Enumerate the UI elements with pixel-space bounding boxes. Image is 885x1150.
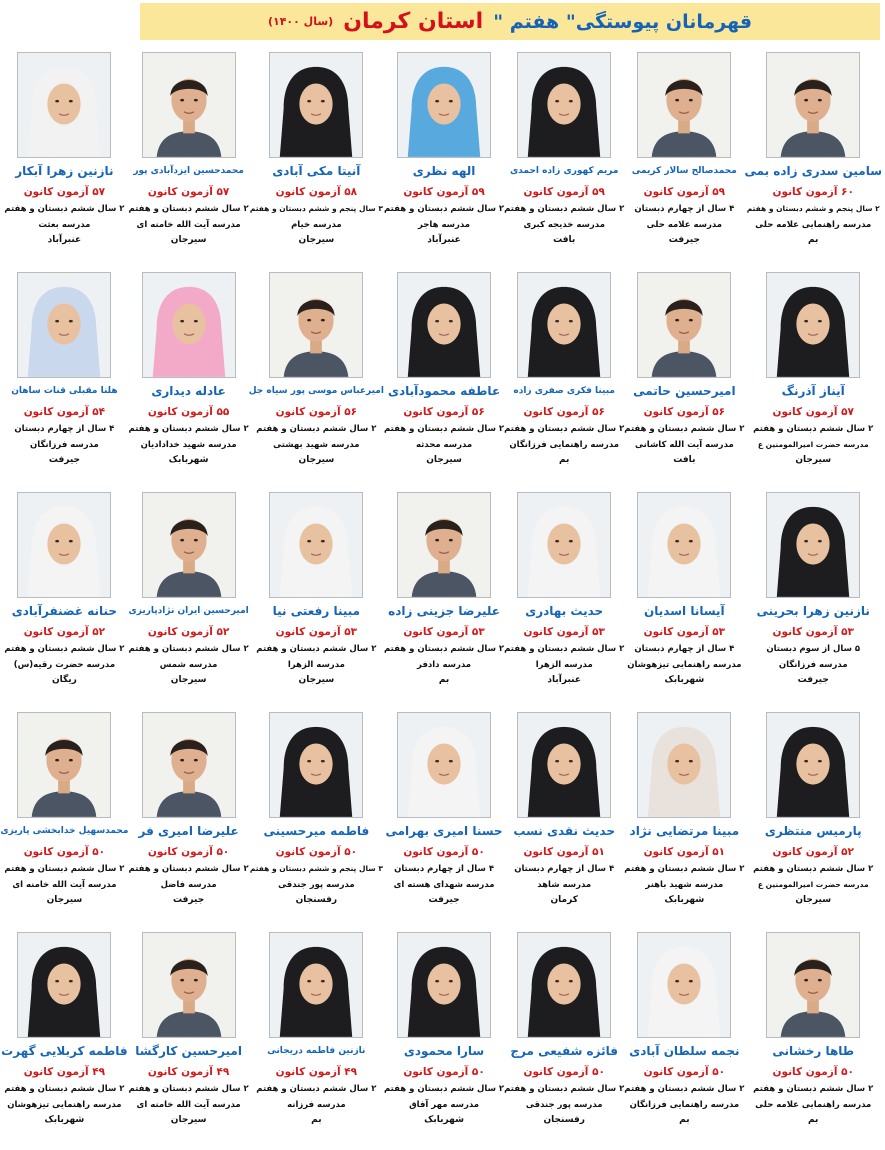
student-city: جیرفت <box>48 455 80 465</box>
student-score: ۴۹ آزمون کانون <box>275 1066 358 1078</box>
header-year: (سال ۱۴۰۰) <box>267 15 334 28</box>
student-photo <box>17 52 111 158</box>
student-school: مدرسه راهنمایی تیزهوشان <box>7 1100 122 1110</box>
student-city: بم <box>438 675 450 685</box>
student-city: عنبرآباد <box>547 675 581 685</box>
student-card <box>249 926 384 1146</box>
student-card <box>504 266 624 486</box>
student-score: ۴۹ آزمون کانون <box>147 1066 230 1078</box>
student-score: ۵۰ آزمون کانون <box>275 846 358 858</box>
student-name: مبینا رفعتی نیا <box>272 604 361 618</box>
student-name: الهه نظری <box>412 164 476 178</box>
student-name: امیرعباس موسی پور سیاه جل <box>248 386 384 396</box>
student-photo <box>517 932 611 1038</box>
student-city: سیرجان <box>170 1115 207 1125</box>
student-score: ۵۹ آزمون کانون <box>403 186 485 198</box>
student-name: آیسانا اسدیان <box>644 604 725 618</box>
student-grade: ۲ سال ششم دبستان و هفتم <box>504 644 625 654</box>
student-card <box>744 486 882 706</box>
student-card <box>384 486 504 706</box>
student-school: مدرسه الزهرا <box>535 660 593 670</box>
student-city: عنبرآباد <box>47 235 82 245</box>
student-grade: ۲ سال ششم دبستان و هفتم <box>383 644 505 654</box>
student-school: مدرسه حضرت امیرالمومنین ع <box>757 440 869 449</box>
student-grade: ۲ سال ششم دبستان و هفتم <box>4 644 125 654</box>
student-grade: ۲ سال ششم دبستان و هفتم <box>753 864 874 874</box>
header-title-main: استان کرمان <box>343 9 484 34</box>
student-school: مدرسه راهنمایی علامه حلی <box>755 1100 872 1110</box>
student-school: مدرسه آیت الله خامنه ای <box>136 1100 241 1110</box>
student-city: عنبرآباد <box>427 235 461 245</box>
student-grade: ۲ سال ششم دبستان و هفتم <box>383 424 505 434</box>
student-photo <box>766 492 860 598</box>
student-card <box>0 46 128 266</box>
student-photo <box>397 272 491 378</box>
student-score: ۵۳ آزمون کانون <box>403 626 485 638</box>
student-name: علیرضا جزینی زاده <box>388 604 500 618</box>
student-photo <box>517 52 611 158</box>
student-name: محمدحسین ایزدآبادی پور <box>133 166 244 176</box>
student-score: ۴۹ آزمون کانون <box>23 1066 106 1078</box>
student-grade: ۴ سال از چهارم دبستان <box>394 864 495 874</box>
student-score: ۵۴ آزمون کانون <box>23 406 106 418</box>
student-school: مدرسه راهنمایی فرزانگان <box>509 440 619 450</box>
student-grade: ۲ سال ششم دبستان و هفتم <box>753 424 874 434</box>
student-card <box>128 46 248 266</box>
student-photo <box>269 52 363 158</box>
student-city: سیرجان <box>426 455 462 465</box>
student-name: عادله دیداری <box>151 384 226 398</box>
student-name: طاها رخشانی <box>772 1044 855 1058</box>
student-score: ۵۶ آزمون کانون <box>403 406 485 418</box>
student-card <box>744 266 882 486</box>
student-school: مدرسه پور جندقی <box>278 880 355 890</box>
student-school: مدرسه محدثه <box>415 440 473 450</box>
student-photo <box>142 492 236 598</box>
student-score: ۵۵ آزمون کانون <box>147 406 230 418</box>
student-name: فاطمه کربلایی گهرت <box>1 1044 128 1058</box>
student-school: مدرسه آیت الله خامنه ای <box>12 880 117 890</box>
student-name: نازنین زهرا آبکار <box>15 164 114 178</box>
student-score: ۵۷ آزمون کانون <box>147 186 230 198</box>
student-card <box>624 706 744 926</box>
student-school: مدرسه دادفر <box>417 660 472 670</box>
student-grade: ۲ سال ششم دبستان و هفتم <box>504 424 625 434</box>
student-grade: ۲ سال ششم دبستان و هفتم <box>128 644 249 654</box>
student-card <box>504 926 624 1146</box>
student-school: مدرسه فرزانگان <box>778 660 848 670</box>
header-banner <box>140 3 880 40</box>
student-city: بافت <box>553 235 576 245</box>
student-name: مبینا فکری صفری زاده <box>513 386 615 396</box>
student-card <box>128 706 248 926</box>
student-city: سیرجان <box>795 455 832 465</box>
student-name: سامین سدری زاده بمی <box>744 164 882 178</box>
student-card <box>384 706 504 926</box>
student-school: مدرسه خیام <box>291 220 342 230</box>
student-photo <box>637 492 731 598</box>
student-card <box>128 266 248 486</box>
student-city: ریگان <box>51 675 77 685</box>
student-grade: ۲ سال ششم دبستان و هفتم <box>753 1084 874 1094</box>
student-grade: ۲ سال ششم دبستان و هفتم <box>4 1084 125 1094</box>
student-score: ۵۲ آزمون کانون <box>147 626 230 638</box>
student-grade: ۲ سال ششم دبستان و هفتم <box>256 644 377 654</box>
student-school: مدرسه حضرت امیرالمومنین ع <box>757 880 869 889</box>
student-card <box>384 926 504 1146</box>
student-grade: ۴ سال از چهارم دبستان <box>514 864 615 874</box>
student-score: ۵۱ آزمون کانون <box>643 846 726 858</box>
student-school: مدرسه الزهرا <box>287 660 345 670</box>
student-name: حسنا امیری بهرامی <box>385 824 503 838</box>
student-school: مدرسه شاهد <box>537 880 592 890</box>
student-photo <box>517 492 611 598</box>
student-grade: ۲ سال ششم دبستان و هفتم <box>383 204 505 214</box>
student-score: ۵۳ آزمون کانون <box>275 626 358 638</box>
student-photo <box>637 932 731 1038</box>
student-score: ۶۰ آزمون کانون <box>772 186 854 198</box>
student-photo <box>142 272 236 378</box>
student-city: بم <box>808 235 819 245</box>
student-score: ۵۰ آزمون کانون <box>772 1066 854 1078</box>
student-card <box>0 926 128 1146</box>
student-school: مدرسه آیت الله خامنه ای <box>136 220 241 230</box>
student-city: شهربابک <box>424 1115 464 1125</box>
student-photo <box>269 712 363 818</box>
student-photo <box>766 272 860 378</box>
student-photo <box>142 932 236 1038</box>
student-school: مدرسه خدیجه کبری <box>523 220 605 230</box>
student-grade: ۲ سال ششم دبستان و هفتم <box>624 1084 745 1094</box>
student-city: سیرجان <box>46 895 83 905</box>
student-name: امیرحسین حاتمی <box>633 384 736 398</box>
student-card <box>249 266 384 486</box>
student-school: مدرسه شهید خدادادیان <box>140 440 237 450</box>
student-school: مدرسه بعثت <box>38 220 91 230</box>
student-school: مدرسه مهر آفاق <box>409 1100 480 1110</box>
student-grade: ۲ سال پنجم و ششم دبستان و هفتم <box>746 204 880 213</box>
student-grade: ۲ سال ششم دبستان و هفتم <box>383 1084 505 1094</box>
student-city: رفسنجان <box>543 1115 585 1125</box>
student-school: مدرسه علامه حلی <box>646 220 723 230</box>
student-grade: ۲ سال ششم دبستان و هفتم <box>504 204 625 214</box>
student-card <box>0 706 128 926</box>
student-school: مدرسه فرزانگان <box>30 440 99 450</box>
student-score: ۵۸ آزمون کانون <box>275 186 358 198</box>
student-name: علیرضا امیری فر <box>138 824 239 838</box>
student-grade: ۴ سال از چهارم دبستان <box>634 644 735 654</box>
student-school: مدرسه راهنمایی تیزهوشان <box>627 660 742 670</box>
student-card <box>128 926 248 1146</box>
student-score: ۵۰ آزمون کانون <box>643 1066 726 1078</box>
student-score: ۵۶ آزمون کانون <box>275 406 358 418</box>
student-card <box>0 266 128 486</box>
student-grade: ۴ سال از چهارم دبستان <box>14 424 115 434</box>
student-school: مدرسه فرزانه <box>287 1100 346 1110</box>
student-card <box>744 46 882 266</box>
student-card <box>624 926 744 1146</box>
student-card <box>624 46 744 266</box>
student-name: سارا محمودی <box>403 1044 485 1058</box>
student-grade: ۳ سال پنجم و ششم دبستان و هفتم <box>249 204 383 213</box>
student-photo <box>397 492 491 598</box>
student-card <box>744 926 882 1146</box>
student-city: کرمان <box>550 895 578 905</box>
student-name: محمدصالح سالار کریمی <box>631 166 737 176</box>
student-name: پارمیس منتظری <box>764 824 862 838</box>
student-school: مدرسه آیت الله کاشانی <box>634 440 734 450</box>
student-photo <box>637 52 731 158</box>
student-grade: ۲ سال ششم دبستان و هفتم <box>256 424 377 434</box>
student-city: شهربابک <box>664 675 705 685</box>
student-photo <box>397 52 491 158</box>
student-city: شهربابک <box>168 455 209 465</box>
student-score: ۵۰ آزمون کانون <box>523 1066 605 1078</box>
student-card <box>249 46 384 266</box>
student-score: ۵۶ آزمون کانون <box>523 406 605 418</box>
student-name: نازنین زهرا بحرینی <box>756 604 870 618</box>
student-score: ۵۳ آزمون کانون <box>772 626 854 638</box>
student-name: امیرحسین کارگشا <box>135 1044 242 1058</box>
student-grade: ۲ سال ششم دبستان و هفتم <box>504 1084 625 1094</box>
student-school: مدرسه شهید بهشتی <box>273 440 360 450</box>
student-school: مدرسه شهدای هسته ای <box>393 880 495 890</box>
student-city: بم <box>558 455 570 465</box>
student-city: جیرفت <box>668 235 700 245</box>
students-grid <box>0 46 882 1146</box>
student-score: ۵۷ آزمون کانون <box>23 186 106 198</box>
student-name: محمدسهیل خدابخشی پاریزی <box>0 826 129 836</box>
student-city: بافت <box>673 455 696 465</box>
student-photo <box>142 712 236 818</box>
student-grade: ۵ سال از سوم دبستان <box>766 644 861 654</box>
student-photo <box>766 52 860 158</box>
student-photo <box>637 712 731 818</box>
student-grade: ۲ سال ششم دبستان و هفتم <box>624 864 745 874</box>
student-city: جیرفت <box>173 895 205 905</box>
student-card <box>624 486 744 706</box>
student-card <box>384 46 504 266</box>
student-grade: ۲ سال ششم دبستان و هفتم <box>256 1084 377 1094</box>
student-name: مریم کهوری زاده احمدی <box>509 166 619 176</box>
student-city: سیرجان <box>170 675 207 685</box>
student-score: ۵۱ آزمون کانون <box>523 846 605 858</box>
student-city: بم <box>311 1115 322 1125</box>
student-school: مدرسه راهنمایی علامه حلی <box>755 220 872 230</box>
student-score: ۵۹ آزمون کانون <box>643 186 726 198</box>
student-card <box>249 706 384 926</box>
student-photo <box>17 492 111 598</box>
student-photo <box>17 932 111 1038</box>
student-score: ۵۰ آزمون کانون <box>147 846 230 858</box>
student-name: فاطمه میرحسینی <box>263 824 370 838</box>
student-grade: ۲ سال ششم دبستان و هفتم <box>4 864 125 874</box>
student-city: سیرجان <box>298 235 335 245</box>
student-school: مدرسه راهنمایی فرزانگان <box>629 1100 740 1110</box>
student-score: ۵۶ آزمون کانون <box>643 406 726 418</box>
student-school: مدرسه حضرت رقیه(س) <box>13 660 116 670</box>
student-school: مدرسه شهید باهنر <box>645 880 724 890</box>
student-grade: ۲ سال ششم دبستان و هفتم <box>128 864 249 874</box>
student-grade: ۲ سال ششم دبستان و هفتم <box>128 204 249 214</box>
student-grade: ۲ سال ششم دبستان و هفتم <box>128 424 249 434</box>
student-grade: ۴ سال از چهارم دبستان <box>634 204 735 214</box>
student-card <box>504 706 624 926</box>
student-photo <box>517 712 611 818</box>
student-city: سیرجان <box>298 675 335 685</box>
student-city: سیرجان <box>170 235 207 245</box>
student-city: سیرجان <box>795 895 832 905</box>
student-photo <box>517 272 611 378</box>
student-name: حدیث بهادری <box>525 604 604 618</box>
student-name: آنیتا مکی آبادی <box>272 164 361 178</box>
student-name: عاطفه محمودآبادی <box>387 384 501 398</box>
student-grade: ۳ سال پنجم و ششم دبستان و هفتم <box>249 864 383 873</box>
student-grade: ۲ سال ششم دبستان و هفتم <box>4 204 125 214</box>
student-name: حدیث نقدی نسب <box>513 824 616 838</box>
student-photo <box>269 272 363 378</box>
student-name: فائزه شفیعی مرج <box>510 1044 618 1058</box>
student-name: حنانه غضنفرآبادی <box>11 604 118 618</box>
student-city: بم <box>808 1115 819 1125</box>
student-photo <box>766 932 860 1038</box>
student-name: نجمه سلطان آبادی <box>629 1044 740 1058</box>
student-card <box>0 486 128 706</box>
student-score: ۵۰ آزمون کانون <box>403 846 485 858</box>
student-school: مدرسه فاضل <box>160 880 217 890</box>
student-card <box>384 266 504 486</box>
student-score: ۵۳ آزمون کانون <box>643 626 726 638</box>
student-score: ۵۷ آزمون کانون <box>772 406 854 418</box>
student-city: رفسنجان <box>295 895 338 905</box>
student-photo <box>17 272 111 378</box>
student-score: ۵۲ آزمون کانون <box>772 846 854 858</box>
student-card <box>624 266 744 486</box>
student-card <box>504 486 624 706</box>
student-score: ۵۲ آزمون کانون <box>23 626 106 638</box>
student-photo <box>397 712 491 818</box>
student-grade: ۲ سال ششم دبستان و هفتم <box>624 424 745 434</box>
student-school: مدرسه پور جندقی <box>525 1100 603 1110</box>
student-name: امیرحسین ایران نژادپاریزی <box>128 606 249 616</box>
student-name: مبینا مرتضایی نژاد <box>629 824 740 838</box>
student-city: سیرجان <box>298 455 335 465</box>
student-city: شهربابک <box>44 1115 85 1125</box>
student-photo <box>17 712 111 818</box>
student-city: جیرفت <box>428 895 460 905</box>
student-score: ۵۹ آزمون کانون <box>523 186 605 198</box>
student-card <box>504 46 624 266</box>
student-school: مدرسه شمس <box>159 660 218 670</box>
student-photo <box>142 52 236 158</box>
student-photo <box>766 712 860 818</box>
student-photo <box>397 932 491 1038</box>
header-title-prefix: قهرمانان پیوستگی" هفتم " <box>493 10 753 33</box>
student-card <box>128 486 248 706</box>
student-score: ۵۰ آزمون کانون <box>403 1066 485 1078</box>
student-city: جیرفت <box>797 675 829 685</box>
student-school: مدرسه هاجر <box>418 220 471 230</box>
student-photo <box>269 932 363 1038</box>
student-name: هلنا مقبلی قنات ساهان <box>11 386 118 396</box>
student-name: آیناز آذرنگ <box>781 384 845 398</box>
student-photo <box>637 272 731 378</box>
student-name: نازنین فاطمه دریجانی <box>267 1046 366 1056</box>
student-card <box>249 486 384 706</box>
student-photo <box>269 492 363 598</box>
student-city: شهربابک <box>664 895 705 905</box>
student-grade: ۲ سال ششم دبستان و هفتم <box>128 1084 249 1094</box>
student-city: بم <box>679 1115 690 1125</box>
student-score: ۵۳ آزمون کانون <box>523 626 605 638</box>
student-card <box>744 706 882 926</box>
student-score: ۵۰ آزمون کانون <box>23 846 106 858</box>
